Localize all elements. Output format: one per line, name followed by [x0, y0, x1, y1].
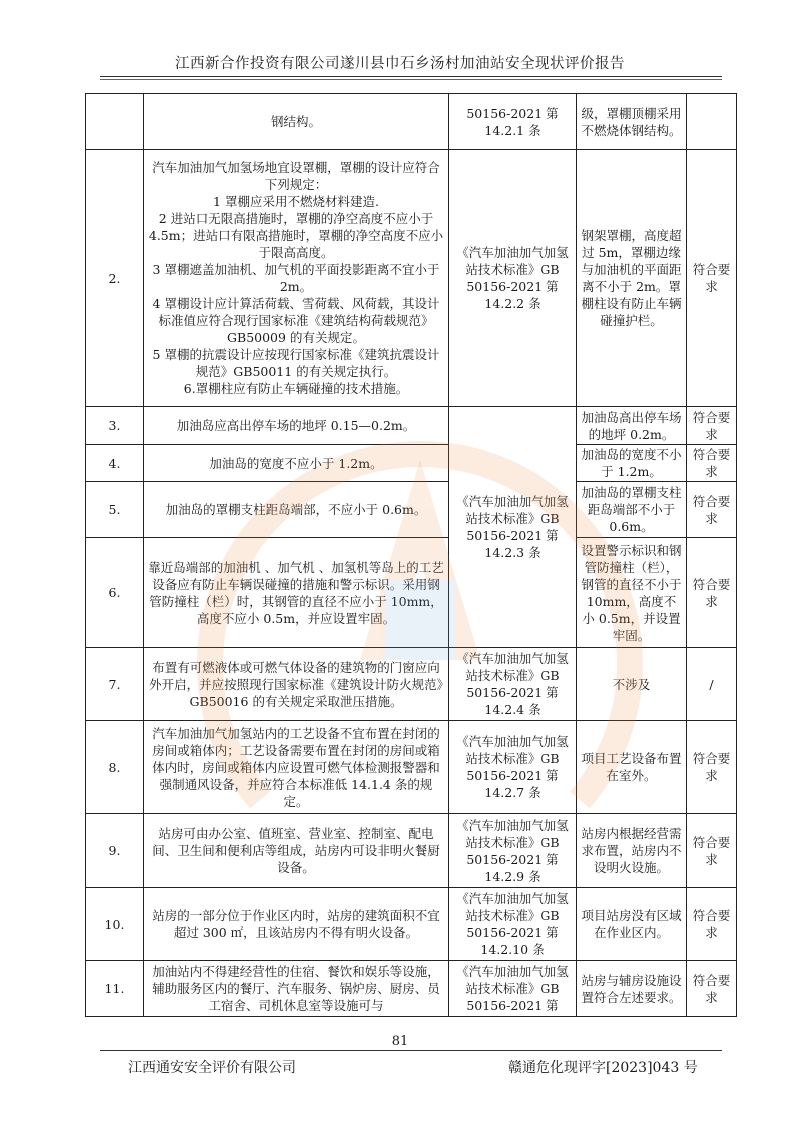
row-number: 8. [86, 721, 144, 814]
status-text: 站房内根据经营需求布置，站房内不设明火设施。 [577, 814, 687, 888]
header-rule-thin [100, 79, 722, 80]
result-text: 符合要求 [687, 721, 737, 814]
basis-text: 《汽车加油加气加氢站技术标准》GB 50156-2021 第 14.2.2 条 [449, 150, 577, 407]
table-row [86, 814, 737, 888]
table-row [86, 961, 737, 1017]
table-row [86, 407, 737, 445]
status-text: 加油岛的宽度不小于 1.2m。 [577, 445, 687, 482]
result-text: 符合要求 [687, 538, 737, 648]
result-text: 符合要求 [687, 961, 737, 1017]
requirement-text: 加油岛应高出停车场的地坪 0.15—0.2m。 [144, 407, 449, 445]
row-number: 7. [86, 648, 144, 721]
table-row [86, 445, 737, 482]
table-row [86, 482, 737, 538]
result-text [687, 94, 737, 150]
row-number: 6. [86, 538, 144, 648]
evaluation-table [85, 93, 737, 1017]
row-number: 2. [86, 150, 144, 407]
table-row [86, 648, 737, 721]
row-number: 11. [86, 961, 144, 1017]
status-text: 加油岛高出停车场的地坪 0.2m。 [577, 407, 687, 445]
requirement-text: 靠近岛端部的加油机 、加气机 、加氢机等岛上的工艺设备应有防止车辆误碰撞的措施和警示标识。采用钢管防撞柱（栏）时，其钢管的直径不应小于 10mm，高度不应小 0.5m，并应设置牢固。 [144, 538, 449, 648]
footer-rule [100, 1050, 722, 1051]
basis-text: 《汽车加油加气加氢站技术标准》GB 50156-2021 第 14.2.4 条 [449, 648, 577, 721]
basis-text: 《汽车加油加气加氢站技术标准》GB 50156-2021 第 14.2.7 条 [449, 721, 577, 814]
status-text: 站房与辅房设施设置符合左述要求。 [577, 961, 687, 1017]
table-row [86, 94, 737, 150]
status-text: 级，罩棚顶棚采用不燃烧体钢结构。 [577, 94, 687, 150]
requirement-text: 汽车加油加气加氢场地宜设罩棚，罩棚的设计应符合下列规定： 1 罩棚应采用不燃烧材料建造. 2 进站口无限高措施时，罩棚的净空高度不应小于 4.5m；进站口有限高措施时，罩棚的净空高度不应小于限高高度。 3 罩棚遮盖加油机、加气机的平面投影距离不宜小于 2m。 4 罩棚设计应计算活荷载、雪荷载、风荷载，其设计标准值应符合现行国家标准《建筑结构荷载规范》GB50009 的有关规定。 5 罩棚的抗震设计应按现行国家标准《建筑抗震设计规范》GB50011 的有关规定执行。 6.罩棚柱应有防止车辆碰撞的技术措施。 [144, 150, 449, 407]
requirement-text: 站房可由办公室、值班室、营业室、控制室、配电间、卫生间和便利店等组成，站房内可设非明火餐厨设备。 [144, 814, 449, 888]
status-text: 设置警示标识和钢管防撞柱（栏），钢管的直径不小于 10mm，高度不小 0.5m，并设置牢固。 [577, 538, 687, 648]
footer-report-code: 赣通危化现评字[2023]043 号 [508, 1060, 698, 1076]
row-number: 3. [86, 407, 144, 445]
page-number: 81 [391, 1034, 409, 1049]
status-text: 钢架罩棚，高度超过 5m，罩棚边缘与加油机的平面距离不小于 2m。罩棚柱设有防止车辆碰撞护栏。 [577, 150, 687, 407]
basis-text: 《汽车加油加气加氢站技术标准》GB 50156-2021 第 14.2.10 条 [449, 888, 577, 961]
requirement-text: 加油岛的罩棚支柱距岛端部，不应小于 0.6m。 [144, 482, 449, 538]
requirement-text: 加油站内不得建经营性的住宿、餐饮和娱乐等设施，辅助服务区内的餐厅、汽车服务、锅炉房、厨房、员工宿舍、司机休息室等设施可与 [144, 961, 449, 1017]
requirement-text: 布置有可燃液体或可燃气体设备的建筑物的门窗应向外开启，并应按照现行国家标准《建筑设计防火规范》GB50016 的有关规定采取泄压措施。 [144, 648, 449, 721]
status-text: 项目站房没有区域在作业区内。 [577, 888, 687, 961]
requirement-text: 加油岛的宽度不应小于 1.2m。 [144, 445, 449, 482]
result-text: / [687, 648, 737, 721]
result-text: 符合要求 [687, 888, 737, 961]
basis-text: 50156-2021 第 14.2.1 条 [449, 94, 577, 150]
table-row [86, 150, 737, 407]
basis-text: 《汽车加油加气加氢站技术标准》GB 50156-2021 第 [449, 961, 577, 1017]
result-text: 符合要求 [687, 814, 737, 888]
page-header-title: 江西新合作投资有限公司遂川县巾石乡汤村加油站安全现状评价报告 [175, 56, 625, 72]
table-row [86, 721, 737, 814]
result-text: 符合要求 [687, 482, 737, 538]
result-text: 符合要求 [687, 150, 737, 407]
basis-text-shared: 《汽车加油加气加氢站技术标准》GB 50156-2021 第 14.2.3 条 [449, 407, 577, 648]
result-text: 符合要求 [687, 445, 737, 482]
status-text: 项目工艺设备布置在室外。 [577, 721, 687, 814]
row-number: 4. [86, 445, 144, 482]
table-row [86, 538, 737, 648]
row-number: 9. [86, 814, 144, 888]
requirement-text: 钢结构。 [144, 94, 449, 150]
requirement-text: 站房的一部分位于作业区内时，站房的建筑面积不宜超过 300 ㎡，且该站房内不得有明火设备。 [144, 888, 449, 961]
table-row [86, 888, 737, 961]
basis-text: 《汽车加油加气加氢站技术标准》GB 50156-2021 第 14.2.9 条 [449, 814, 577, 888]
row-number: 10. [86, 888, 144, 961]
status-text: 不涉及 [577, 648, 687, 721]
header-rule [100, 76, 722, 77]
row-number [86, 94, 144, 150]
requirement-text: 汽车加油加气加氢站内的工艺设备不宜布置在封闭的房间或箱体内；工艺设备需要布置在封闭的房间或箱体内时，房间或箱体内应设置可燃气体检测报警器和强制通风设备，并应符合本标准低 14.1.4 条的规定。 [144, 721, 449, 814]
row-number: 5. [86, 482, 144, 538]
status-text: 加油岛的罩棚支柱距岛端部不小于 0.6m。 [577, 482, 687, 538]
result-text: 符合要求 [687, 407, 737, 445]
footer-company: 江西通安安全评价有限公司 [128, 1060, 296, 1076]
